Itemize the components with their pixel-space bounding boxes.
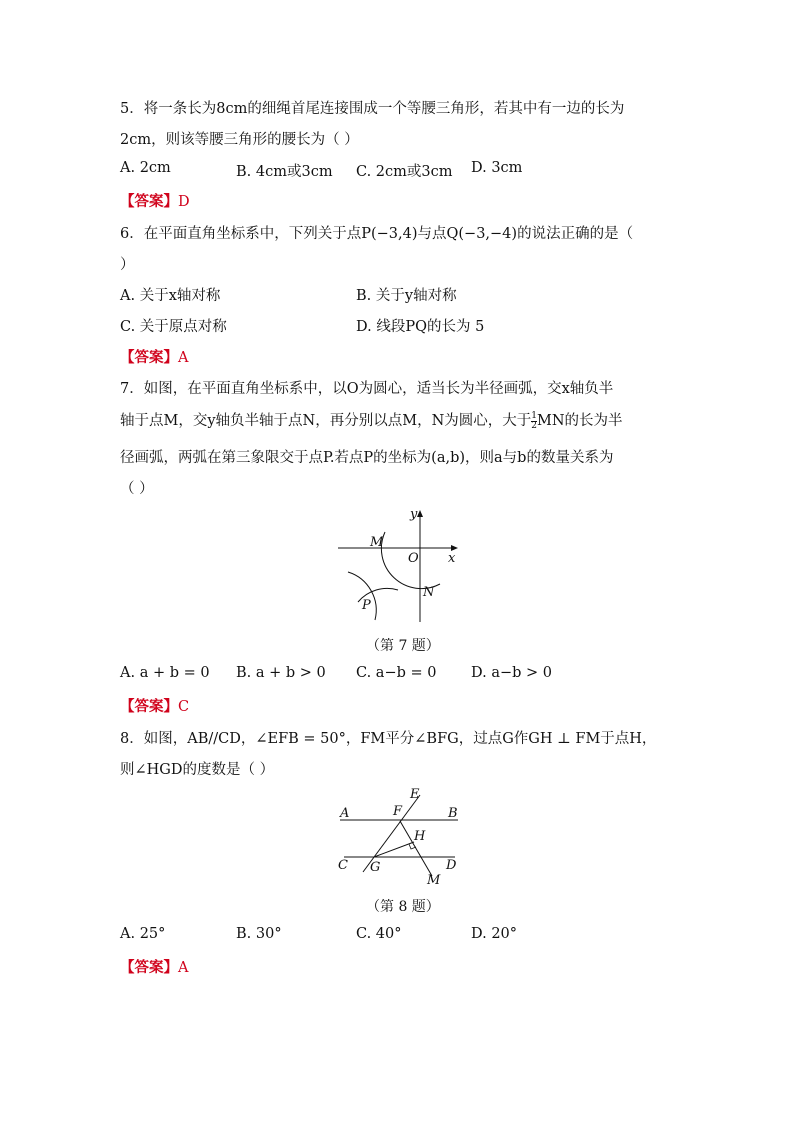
q7-stem-line3: 径画弧，两弧在第三象限交于点P.若点P的坐标为(a,b)，则a与b的数量关系为 [120, 450, 614, 466]
q7-label-p: P [362, 598, 371, 613]
answer-tag: 【答案】 [120, 349, 178, 366]
q8-stem-line1: 8．如图，AB//CD，∠EFB = 50°，FM平分∠BFG，过点G作GH ⊥ FM于点H， [120, 731, 657, 747]
q7-option-c: C. a−b = 0 [356, 665, 437, 681]
answer-tag: 【答案】 [120, 959, 178, 976]
q8-label-c: C [338, 858, 348, 873]
q7-figure [330, 502, 470, 627]
q7-stem-line2 [120, 409, 623, 431]
q6-option-a: A. 关于x轴对称 [120, 288, 221, 304]
q7-option-b: B. a + b > 0 [236, 665, 326, 681]
q8-option-c: C. 40° [356, 926, 402, 942]
q6-stem-line2: ） [120, 257, 135, 273]
q6-stem-line1: 6．在平面直角坐标系中，下列关于点P(−3,4)与点Q(−3,−4)的说法正确的是（ [120, 226, 634, 242]
q8-label-g: G [370, 860, 381, 875]
fraction-denominator: 2 [531, 420, 537, 431]
q8-answer-value: A [178, 960, 189, 976]
answer-tag: 【答案】 [120, 698, 178, 715]
q6-option-c: C. 关于原点对称 [120, 319, 227, 335]
q7-caption: （第 7 题） [366, 638, 440, 654]
q7-stem-line2-part1: 轴于点M，交y轴负半轴于点N，再分别以点M，N为圆心，大于 [120, 413, 532, 429]
q8-option-a: A. 25° [120, 926, 166, 942]
q5-option-b: B. 4cm或3cm [236, 164, 333, 180]
q8-label-b: B [448, 806, 458, 821]
q6-answer-value: A [178, 350, 189, 366]
q7-option-d: D. a−b > 0 [471, 665, 552, 681]
q5-option-a: A. 2cm [120, 160, 171, 176]
q8-answer [120, 956, 188, 977]
q5-option-c: C. 2cm或3cm [356, 164, 453, 180]
q8-label-m: M [427, 873, 441, 888]
answer-tag: 【答案】 [120, 193, 178, 210]
q7-stem-line1: 7．如图，在平面直角坐标系中，以O为圆心，适当长为半径画弧，交x轴负半 [120, 381, 614, 397]
fraction-numerator: 1 [531, 410, 537, 421]
q7-stem-line2-part2: MN的长为半 [537, 413, 623, 429]
q8-label-f: F [393, 804, 403, 819]
q6-answer [120, 346, 188, 367]
q8-option-b: B. 30° [236, 926, 282, 942]
q7-label-o: O [408, 551, 419, 566]
q5-stem-line2: 2cm，则该等腰三角形的腰长为（ ） [120, 132, 359, 148]
q6-option-b: B. 关于y轴对称 [356, 288, 457, 304]
q5-answer-value: D [178, 194, 190, 210]
q8-label-d: D [446, 858, 457, 873]
q7-label-x: x [448, 551, 456, 566]
q5-option-d: D. 3cm [471, 160, 523, 176]
q7-answer-value: C [178, 699, 190, 715]
q7-label-y: y [410, 507, 418, 522]
q8-stem-line2: 则∠HGD的度数是（ ） [120, 762, 275, 778]
q7-label-m: M [370, 535, 384, 550]
q7-stem-line4: （ ） [120, 481, 154, 497]
q5-stem-line1: 5．将一条长为8cm的细绳首尾连接围成一个等腰三角形，若其中有一边的长为 [120, 101, 625, 117]
q8-label-e: E [410, 787, 420, 802]
q8-option-d: D. 20° [471, 926, 518, 942]
q5-answer [120, 190, 190, 211]
q8-label-h: H [414, 829, 426, 844]
q7-answer [120, 695, 189, 716]
q8-figure [330, 785, 470, 890]
q7-label-n: N [423, 585, 435, 600]
q7-option-a: A. a + b = 0 [120, 665, 210, 681]
q6-option-d: D. 线段PQ的长为 5 [356, 319, 485, 335]
q7-y-axis-arrow [417, 510, 423, 517]
q8-caption: （第 8 题） [366, 899, 440, 915]
q8-label-a: A [340, 806, 350, 821]
